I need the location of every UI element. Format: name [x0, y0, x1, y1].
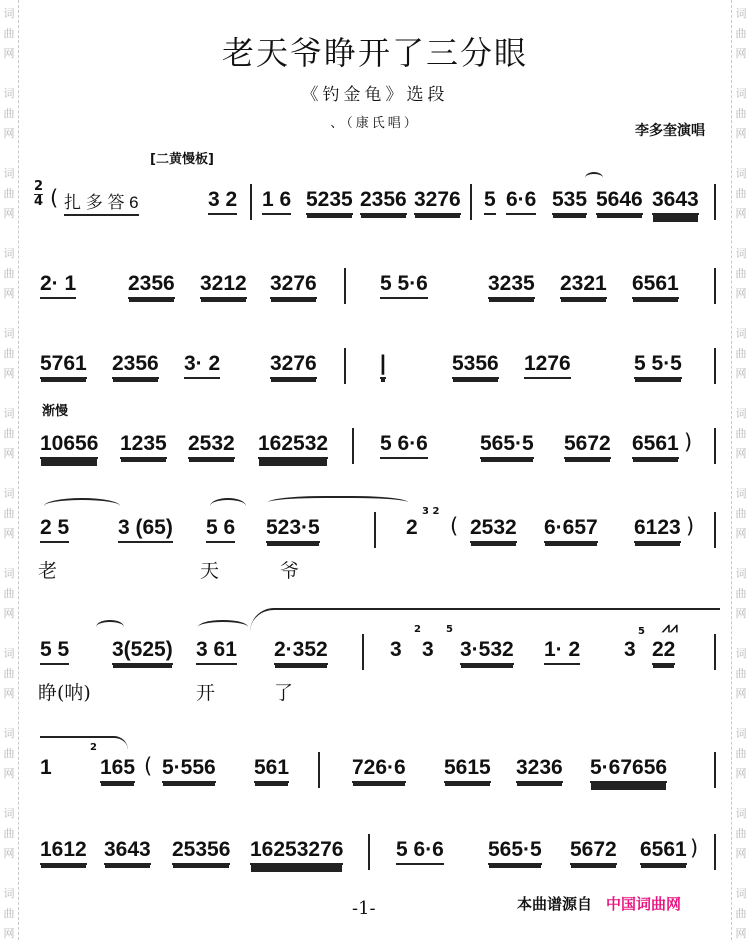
- watermark-char: 曲: [3, 507, 15, 520]
- page-number: -1-: [352, 898, 376, 919]
- note-group: 162532: [258, 432, 328, 459]
- watermark-char: 词: [3, 7, 15, 20]
- lyric: 睁(呐): [38, 682, 91, 704]
- score-line-2: [40, 268, 722, 308]
- note-group: 2356: [128, 272, 175, 299]
- watermark-char: 词: [735, 87, 747, 100]
- watermark-char: 曲: [735, 347, 747, 360]
- note-group: 5761: [40, 352, 87, 379]
- note-group: 5 6·6: [396, 838, 444, 865]
- watermark-char: 网: [3, 767, 15, 780]
- phrase-slur: [268, 496, 408, 512]
- note-group: 2·352: [274, 638, 328, 665]
- bar-line: [352, 428, 354, 464]
- watermark-char: 网: [735, 367, 747, 380]
- watermark-char: 词: [735, 887, 747, 900]
- watermark-char: 词: [3, 327, 15, 340]
- note-group: 165: [100, 756, 135, 783]
- watermark-char: 网: [735, 607, 747, 620]
- watermark-char: 词: [3, 247, 15, 260]
- note-group: 25356: [172, 838, 230, 865]
- bar-line: [714, 512, 716, 548]
- watermark-char: 曲: [3, 267, 15, 280]
- bar-line: [250, 184, 252, 220]
- watermark-char: 曲: [3, 187, 15, 200]
- bar-line: [318, 752, 320, 788]
- watermark-char: 曲: [735, 427, 747, 440]
- watermark-char: 词: [735, 247, 747, 260]
- note-group: 5615: [444, 756, 491, 783]
- note-group: 3 2: [208, 188, 237, 215]
- watermark-char: 网: [735, 687, 747, 700]
- watermark-char: 网: [735, 207, 747, 220]
- watermark-char: 曲: [735, 907, 747, 920]
- watermark-char: 网: [3, 47, 15, 60]
- grace-note: 2: [414, 624, 421, 635]
- note-group: 2321: [560, 272, 607, 299]
- note-group: 3643: [652, 188, 699, 215]
- bar-line: [714, 752, 716, 788]
- song-title: 老天爷睁开了三分眼: [221, 34, 528, 72]
- lyric: 开: [196, 682, 216, 704]
- watermark-char: 曲: [3, 347, 15, 360]
- watermark-char: 网: [3, 607, 15, 620]
- watermark-char: 词: [3, 807, 15, 820]
- note-group: 1235: [120, 432, 167, 459]
- score-line-5: [40, 506, 722, 552]
- bar-line: [470, 184, 472, 220]
- lyric: 老: [38, 560, 58, 582]
- note-group: 5646: [596, 188, 643, 215]
- watermark-char: 词: [735, 487, 747, 500]
- watermark-char: 词: [735, 727, 747, 740]
- note-group: 5235: [306, 188, 353, 215]
- watermark-char: 曲: [735, 507, 747, 520]
- phrase-slur: [40, 736, 128, 750]
- watermark-char: 词: [735, 327, 747, 340]
- note-group: 5356: [452, 352, 499, 379]
- watermark-char: 曲: [735, 27, 747, 40]
- score-line-1: [40, 184, 722, 224]
- note-group: 2 5: [40, 516, 69, 543]
- opera-excerpt-subtitle: 《钓金龟》选段: [301, 85, 449, 105]
- grace-note: 5: [638, 626, 645, 637]
- note-group: 2: [406, 516, 418, 539]
- bar-line: [714, 184, 716, 220]
- note-group: 5 6·6: [380, 432, 428, 459]
- note-group: |: [380, 352, 386, 379]
- note-group: 2· 1: [40, 272, 76, 299]
- note-group: 5 5·5: [634, 352, 682, 379]
- note-group: 565·5: [480, 432, 534, 459]
- watermark-char: 曲: [3, 747, 15, 760]
- note-group: 5672: [564, 432, 611, 459]
- note-group: 2356: [112, 352, 159, 379]
- note-group: 扎 多 答 6: [64, 188, 139, 216]
- note-group: 3276: [270, 272, 317, 299]
- watermark-char: 词: [735, 567, 747, 580]
- close-paren: ): [690, 836, 699, 860]
- note-group: 2532: [188, 432, 235, 459]
- note-group: 22: [652, 638, 675, 665]
- note-group: 3: [390, 638, 402, 661]
- slur-arc: [44, 498, 120, 514]
- note-group: 3·532: [460, 638, 514, 665]
- close-paren: ): [684, 430, 693, 454]
- note-group: 3 61: [196, 638, 237, 665]
- watermark-char: 曲: [3, 587, 15, 600]
- watermark-char: 网: [3, 207, 15, 220]
- watermark-char: 网: [3, 927, 15, 940]
- watermark-char: 曲: [735, 587, 747, 600]
- watermark-char: 网: [3, 127, 15, 140]
- score-line-4: [40, 428, 722, 468]
- bar-line: [714, 268, 716, 304]
- watermark-char: 曲: [735, 827, 747, 840]
- watermark-char: 网: [3, 527, 15, 540]
- watermark-char: 词: [3, 167, 15, 180]
- time-signature-numerator: 2: [34, 179, 44, 194]
- watermark-char: 网: [735, 127, 747, 140]
- note-group: 2532: [470, 516, 517, 543]
- watermark-char: 词: [3, 647, 15, 660]
- close-paren: ): [686, 514, 695, 538]
- score-line-3: [40, 348, 722, 388]
- watermark-char: 网: [3, 687, 15, 700]
- note-group: 523·5: [266, 516, 320, 543]
- note-group: 3235: [488, 272, 535, 299]
- note-group: 5 5: [40, 638, 69, 665]
- watermark-char: 曲: [3, 827, 15, 840]
- note-group: 1276: [524, 352, 571, 379]
- lyric: 了: [274, 682, 294, 704]
- performer-credit: 李多奎演唱: [635, 123, 705, 139]
- watermark-char: 曲: [3, 107, 15, 120]
- source-brand-link[interactable]: 中国词曲网: [606, 895, 682, 913]
- watermark-char: 曲: [735, 667, 747, 680]
- note-group: 5: [484, 188, 496, 215]
- watermark-char: 网: [735, 287, 747, 300]
- note-group: 3643: [104, 838, 151, 865]
- note-group: 5·556: [162, 756, 216, 783]
- watermark-char: 网: [3, 287, 15, 300]
- note-group: 6561: [640, 838, 687, 865]
- note-group: 3 (65): [118, 516, 173, 543]
- note-group: 565·5: [488, 838, 542, 865]
- role-label: 、（康氏唱）: [330, 116, 420, 131]
- watermark-char: 曲: [735, 187, 747, 200]
- note-group: 1· 2: [544, 638, 580, 665]
- phrase-slur: [250, 608, 720, 632]
- source-attribution: [517, 893, 681, 914]
- watermark-char: 词: [735, 167, 747, 180]
- note-group: 3: [422, 638, 434, 661]
- watermark-char: 词: [735, 647, 747, 660]
- note-group: 3276: [270, 352, 317, 379]
- note-group: 2356: [360, 188, 407, 215]
- watermark-char: 网: [735, 447, 747, 460]
- open-paren: (: [450, 514, 459, 538]
- lyric: 天: [200, 560, 220, 582]
- watermark-char: 词: [3, 887, 15, 900]
- note-group: 16253276: [250, 838, 343, 865]
- note-group: 561: [254, 756, 289, 783]
- bar-line: [714, 634, 716, 670]
- note-group: 535: [552, 188, 587, 215]
- watermark-char: 曲: [735, 747, 747, 760]
- lyric: 爷: [280, 560, 300, 582]
- note-group: 6123: [634, 516, 681, 543]
- note-group: 1: [40, 756, 52, 779]
- score-line-7: [40, 742, 722, 792]
- open-paren: (: [144, 754, 153, 778]
- watermark-char: 词: [3, 487, 15, 500]
- note-group: 6561: [632, 272, 679, 299]
- tempo-change-marking: 渐慢: [42, 404, 69, 419]
- note-group: 6·657: [544, 516, 598, 543]
- note-group: 10656: [40, 432, 98, 459]
- note-group: 5672: [570, 838, 617, 865]
- watermark-char: 词: [735, 7, 747, 20]
- bar-line: [374, 512, 376, 548]
- watermark-char: 词: [3, 727, 15, 740]
- watermark-char: 网: [735, 847, 747, 860]
- note-group: 1612: [40, 838, 87, 865]
- watermark-char: 曲: [735, 107, 747, 120]
- score-line-8: [40, 834, 722, 874]
- note-group: 6·6: [506, 188, 536, 215]
- note-group: 5 5·6: [380, 272, 428, 299]
- bar-line: [714, 348, 716, 384]
- watermark-char: 曲: [3, 427, 15, 440]
- watermark-char: 网: [735, 47, 747, 60]
- grace-note: 5: [446, 624, 453, 635]
- bar-line: [344, 268, 346, 304]
- watermark-char: 曲: [3, 27, 15, 40]
- watermark-char: 曲: [3, 667, 15, 680]
- note-group: 3: [624, 638, 636, 661]
- note-group: 6561: [632, 432, 679, 459]
- score-line-6: [40, 620, 722, 674]
- tempo-marking: [二黄慢板]: [150, 152, 214, 167]
- tie-arc: [585, 172, 603, 184]
- watermark-char: 网: [3, 847, 15, 860]
- note-group: 726·6: [352, 756, 406, 783]
- slur-arc: [210, 498, 246, 514]
- bar-line: [714, 834, 716, 870]
- bar-line: [344, 348, 346, 384]
- watermark-char: 曲: [3, 907, 15, 920]
- note-group: 1 6: [262, 188, 291, 215]
- note-group: 5·67656: [590, 756, 667, 783]
- watermark-char: 词: [735, 407, 747, 420]
- grace-note: 3 2: [422, 506, 440, 517]
- time-signature-denominator: 4: [34, 194, 44, 209]
- watermark-char: 网: [735, 767, 747, 780]
- grace-note: 2: [90, 742, 97, 753]
- watermark-char: 网: [3, 447, 15, 460]
- note-group: 5 6: [206, 516, 235, 543]
- watermark-char: 词: [3, 567, 15, 580]
- bar-line: [362, 634, 364, 670]
- slur-arc: [198, 620, 248, 634]
- slur-arc: [96, 620, 124, 634]
- open-paren: (: [50, 186, 59, 210]
- note-group: 3· 2: [184, 352, 220, 379]
- watermark-char: 网: [735, 527, 747, 540]
- note-group: 3276: [414, 188, 461, 215]
- note-group: 3236: [516, 756, 563, 783]
- watermark-char: 网: [735, 927, 747, 940]
- note-group: 3212: [200, 272, 247, 299]
- bar-line: [714, 428, 716, 464]
- trill-icon: ⩘⩘: [662, 620, 678, 636]
- note-group: 3(525): [112, 638, 173, 665]
- source-label: 本曲谱源自: [517, 895, 593, 913]
- watermark-char: 词: [735, 807, 747, 820]
- watermark-char: 词: [3, 87, 15, 100]
- bar-line: [368, 834, 370, 870]
- watermark-char: 网: [3, 367, 15, 380]
- watermark-char: 词: [3, 407, 15, 420]
- watermark-char: 曲: [735, 267, 747, 280]
